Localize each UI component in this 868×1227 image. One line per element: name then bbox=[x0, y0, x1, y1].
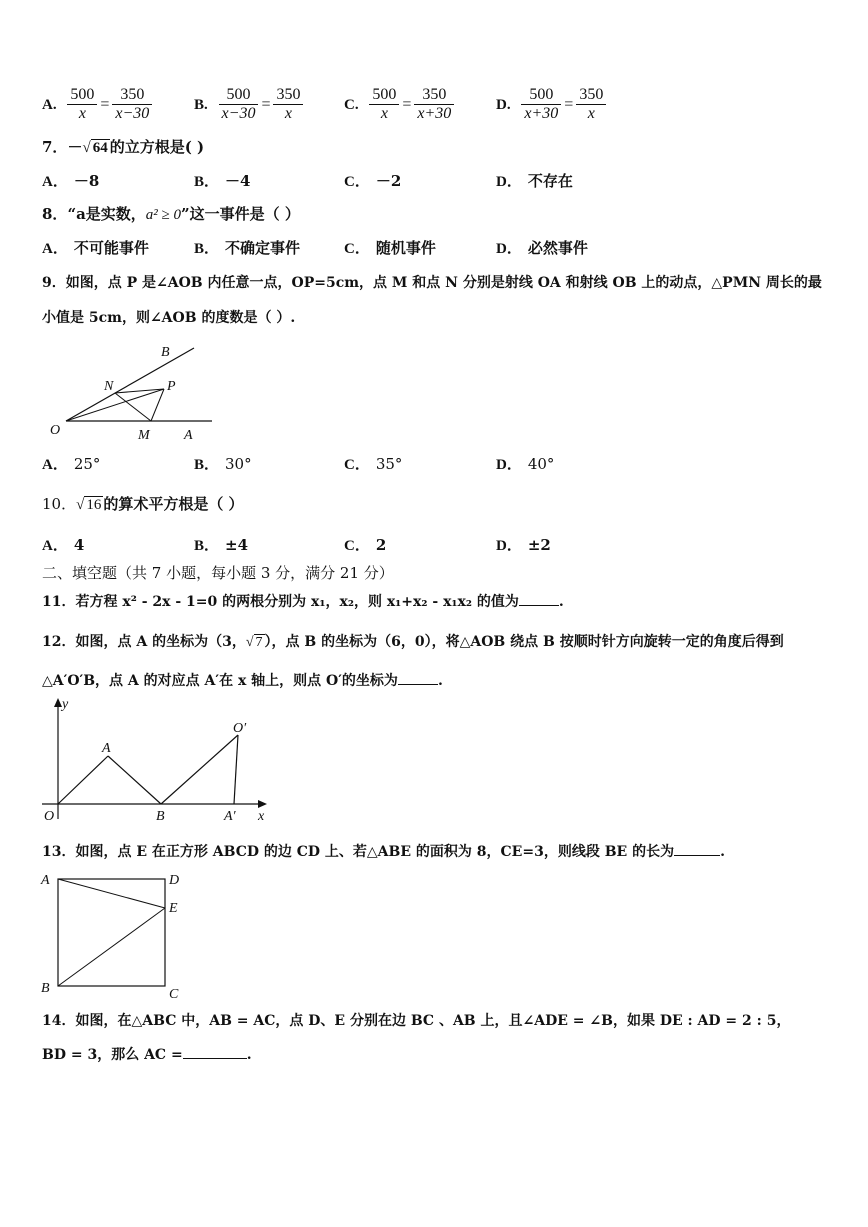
label-a-prime: A′ bbox=[224, 809, 236, 824]
segment-ae bbox=[58, 879, 165, 908]
numerator: 500 bbox=[369, 86, 399, 105]
segment-o2a2 bbox=[234, 735, 238, 804]
equals-sign: = bbox=[261, 95, 271, 113]
numerator: 350 bbox=[414, 86, 454, 105]
option-letter: B． bbox=[194, 538, 220, 554]
question-number: 8． bbox=[42, 205, 68, 223]
denominator: x+30 bbox=[417, 105, 452, 122]
q10-option-c[interactable] bbox=[344, 535, 386, 556]
q6-option-a[interactable] bbox=[42, 86, 152, 123]
question-number: 7． bbox=[42, 138, 68, 156]
option-letter: B. bbox=[194, 96, 208, 113]
fraction bbox=[67, 86, 97, 123]
q8-option-c[interactable] bbox=[344, 238, 436, 259]
equals-sign: = bbox=[100, 95, 110, 113]
option-letter: D． bbox=[496, 174, 522, 190]
q7-option-a[interactable] bbox=[42, 171, 99, 192]
option-text: 40° bbox=[527, 455, 555, 473]
period: . bbox=[720, 844, 725, 860]
option-letter: C． bbox=[344, 241, 370, 257]
option-letter: C． bbox=[344, 457, 370, 473]
q6-option-d[interactable] bbox=[496, 86, 606, 123]
square-abcd bbox=[58, 879, 165, 986]
q7-option-c[interactable] bbox=[344, 171, 401, 192]
segment-bo2 bbox=[161, 735, 238, 804]
segment-be bbox=[58, 908, 165, 986]
fraction bbox=[414, 86, 454, 123]
label-o: O bbox=[50, 423, 61, 438]
q10-option-d[interactable] bbox=[496, 535, 551, 556]
option-text: ±4 bbox=[225, 536, 249, 554]
option-letter: D. bbox=[496, 96, 511, 113]
period: . bbox=[558, 594, 564, 610]
q7-option-b[interactable] bbox=[194, 171, 250, 192]
radicand: 64 bbox=[92, 140, 108, 156]
q9-option-a[interactable] bbox=[42, 454, 100, 475]
q9-option-d[interactable] bbox=[496, 454, 554, 475]
question-number: 10． bbox=[42, 495, 77, 513]
q13-stem bbox=[42, 842, 725, 862]
q7-option-d[interactable] bbox=[496, 171, 573, 192]
label-e: E bbox=[169, 901, 178, 916]
q9-option-c[interactable] bbox=[344, 454, 402, 475]
denominator: x−30 bbox=[221, 105, 256, 122]
denominator: x bbox=[78, 105, 86, 122]
fraction bbox=[273, 86, 303, 123]
q8-stem bbox=[42, 204, 300, 225]
label-b: B bbox=[161, 345, 170, 360]
section-heading: 二、填空题（共 7 小题，每小题 3 分，满分 21 分） bbox=[42, 564, 394, 582]
fraction bbox=[369, 86, 399, 123]
q10-option-a[interactable] bbox=[42, 535, 84, 556]
option-letter: B． bbox=[194, 457, 220, 473]
question-text: △A′O′B，点 A 的对应点 A′在 x 轴上，则点 O′的坐标为 bbox=[42, 673, 398, 689]
answer-blank[interactable] bbox=[519, 605, 559, 606]
radicand: 16 bbox=[86, 497, 102, 513]
label-b: B bbox=[41, 981, 50, 996]
label-o-prime: O′ bbox=[233, 721, 247, 736]
formula: a² ≥ 0 bbox=[145, 207, 182, 223]
equals-sign: = bbox=[402, 95, 412, 113]
q10-stem bbox=[42, 494, 244, 515]
fraction bbox=[521, 86, 561, 123]
option-letter: D． bbox=[496, 457, 522, 473]
option-letter: C. bbox=[344, 96, 359, 113]
label-o: O bbox=[44, 809, 55, 824]
question-text: 13．如图，点 E 在正方形 ABCD 的边 CD 上、若△ABE 的面积为 8，CE=3，则线段 BE 的长为 bbox=[42, 844, 675, 860]
q9-figure bbox=[40, 340, 230, 445]
option-text: 不确定事件 bbox=[225, 239, 301, 257]
segment-op bbox=[66, 389, 164, 421]
numerator: 350 bbox=[273, 86, 303, 105]
option-letter: B． bbox=[194, 241, 220, 257]
numerator: 350 bbox=[576, 86, 606, 105]
option-text: 必然事件 bbox=[527, 239, 588, 257]
numerator: 500 bbox=[521, 86, 561, 105]
option-letter: D． bbox=[496, 241, 522, 257]
option-text: ±2 bbox=[527, 536, 551, 554]
answer-blank[interactable] bbox=[674, 855, 720, 856]
numerator: 500 bbox=[219, 86, 259, 105]
fraction bbox=[219, 86, 259, 123]
option-text: 35° bbox=[375, 455, 403, 473]
option-text: 30° bbox=[225, 455, 252, 473]
label-d: D bbox=[169, 873, 180, 888]
q12-figure bbox=[38, 694, 278, 829]
fraction bbox=[112, 86, 152, 123]
denominator: x bbox=[284, 105, 293, 122]
y-arrow bbox=[54, 698, 62, 707]
option-text: 不存在 bbox=[527, 172, 573, 190]
answer-blank[interactable] bbox=[398, 684, 438, 685]
segment-pm bbox=[151, 389, 164, 421]
label-a: A bbox=[184, 428, 193, 443]
option-letter: A. bbox=[42, 96, 57, 113]
question-text: 的立方根是( ) bbox=[109, 138, 205, 156]
question-text: 12．如图，点 A 的坐标为（3， bbox=[42, 634, 246, 650]
question-text: 11．若方程 x² - 2x - 1=0 的两根分别为 x₁，x₂，则 x₁+x₂ - x₁x₂ 的值为 bbox=[42, 594, 519, 610]
option-text: －4 bbox=[225, 172, 251, 190]
numerator: 350 bbox=[112, 86, 152, 105]
minus-sign: － bbox=[67, 138, 83, 156]
option-text: 4 bbox=[73, 536, 85, 554]
segment-oa bbox=[58, 756, 108, 804]
q8-option-b[interactable] bbox=[194, 238, 300, 259]
option-text: 2 bbox=[375, 536, 387, 554]
option-letter: C． bbox=[344, 538, 370, 554]
q8-option-d[interactable] bbox=[496, 238, 588, 259]
denominator: x bbox=[587, 105, 595, 122]
period: . bbox=[246, 1047, 252, 1063]
label-x: x bbox=[258, 809, 265, 824]
period: . bbox=[437, 673, 443, 689]
q8-option-a[interactable] bbox=[42, 238, 149, 259]
option-text: －8 bbox=[73, 172, 100, 190]
equals-sign: = bbox=[564, 95, 574, 113]
option-letter: B． bbox=[194, 174, 220, 190]
q14-stem-line2 bbox=[42, 1045, 252, 1065]
x-arrow bbox=[258, 800, 267, 808]
q6-option-c[interactable] bbox=[344, 86, 454, 123]
q6-option-b[interactable] bbox=[194, 86, 303, 123]
label-m: M bbox=[138, 428, 150, 443]
label-y: y bbox=[62, 697, 69, 712]
sqrt: √ 7 bbox=[245, 635, 263, 650]
label-a: A bbox=[102, 741, 111, 756]
q13-figure bbox=[38, 868, 188, 1003]
label-a: A bbox=[41, 873, 50, 888]
answer-blank[interactable] bbox=[183, 1058, 247, 1059]
q9-stem-line2: 小值是 5cm，则∠AOB 的度数是（ ）. bbox=[42, 310, 296, 326]
option-text: 不可能事件 bbox=[73, 239, 149, 257]
label-c: C bbox=[169, 987, 179, 1002]
sqrt: √ 64 bbox=[82, 140, 108, 156]
option-letter: C． bbox=[344, 174, 370, 190]
option-letter: A． bbox=[42, 241, 68, 257]
q9-option-b[interactable] bbox=[194, 454, 252, 475]
radicand: 7 bbox=[255, 635, 263, 650]
q12-stem-line1 bbox=[42, 632, 784, 653]
q10-option-b[interactable] bbox=[194, 535, 248, 556]
option-letter: A． bbox=[42, 457, 68, 473]
question-text: “a是实数， bbox=[67, 205, 146, 223]
q7-stem bbox=[42, 137, 204, 158]
label-n: N bbox=[104, 379, 114, 394]
question-text: ），点 B 的坐标为（6，0），将△AOB 绕点 B 按顺时针方向旋转一定的角度后得到 bbox=[264, 634, 784, 650]
question-text: 的算术平方根是（ ） bbox=[103, 495, 244, 513]
option-text: 随机事件 bbox=[375, 239, 436, 257]
denominator: x+30 bbox=[524, 105, 559, 122]
option-letter: A． bbox=[42, 174, 68, 190]
option-text: 25° bbox=[73, 455, 101, 473]
question-text: BD = 3，那么 AC = bbox=[42, 1047, 183, 1063]
numerator: 500 bbox=[67, 86, 97, 105]
segment-nm bbox=[115, 393, 151, 421]
fraction bbox=[576, 86, 606, 123]
option-text: －2 bbox=[375, 172, 402, 190]
denominator: x−30 bbox=[115, 105, 150, 122]
segment-ab bbox=[108, 756, 161, 804]
q11-stem bbox=[42, 592, 564, 612]
denominator: x bbox=[380, 105, 388, 122]
label-p: P bbox=[167, 379, 176, 394]
q9-stem-line1: 9．如图，点 P 是∠AOB 内任意一点，OP=5cm，点 M 和点 N 分别是射线 OA 和射线 OB 上的动点，△PMN 周长的最 bbox=[42, 275, 822, 291]
question-text: ”这一事件是（ ） bbox=[181, 205, 300, 223]
q12-stem-line2 bbox=[42, 671, 443, 691]
q14-stem-line1: 14．如图，在△ABC 中，AB = AC，点 D、E 分别在边 BC 、AB 上，且∠ADE = ∠B，如果 DE : AD = 2 : 5， bbox=[42, 1013, 791, 1029]
label-b: B bbox=[156, 809, 165, 824]
option-letter: A． bbox=[42, 538, 68, 554]
option-letter: D． bbox=[496, 538, 522, 554]
sqrt: √ 16 bbox=[76, 497, 102, 513]
